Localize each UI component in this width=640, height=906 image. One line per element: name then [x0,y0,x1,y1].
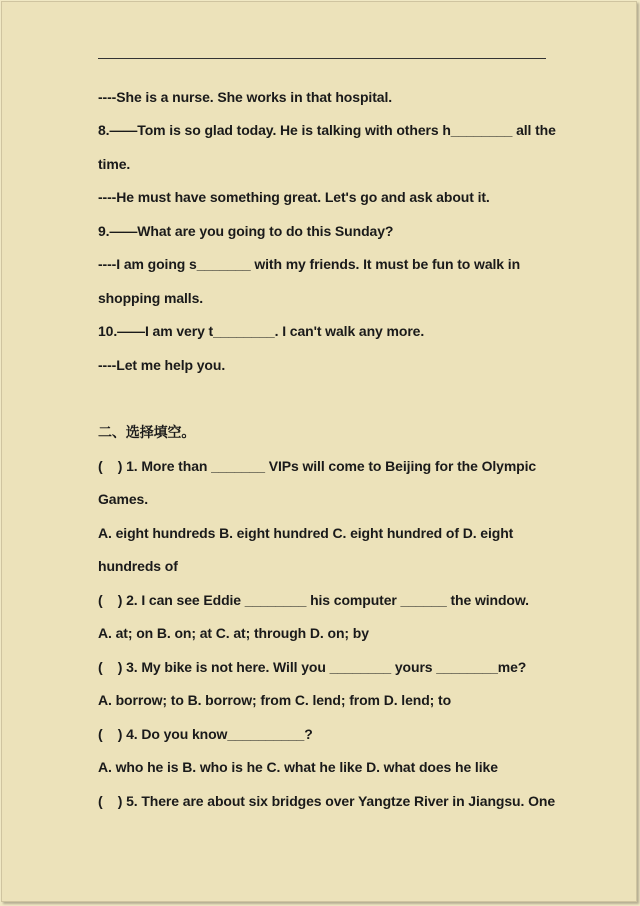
question-10: 10.——I am very t________. I can't walk any more. [98,323,425,339]
choice-options-1-continued: hundreds of [98,558,178,574]
choice-question-5: ( ) 5. There are about six bridges over Yangtze River in Jiangsu. One [98,793,556,809]
choice-question-4: ( ) 4. Do you know__________? [98,726,313,742]
choice-options-4: A. who he is B. who is he C. what he like D. what does he like [98,759,498,775]
choice-options-1: A. eight hundreds B. eight hundred C. eight hundred of D. eight [98,525,514,541]
section-heading: 二、选择填空。 [98,424,196,440]
choice-question-1-continued: Games. [98,491,148,507]
choice-question-3: ( ) 3. My bike is not here. Will you ________ yours ________me? [98,659,527,675]
dialogue-line: ----She is a nurse. She works in that hospital. [98,89,393,105]
document-page [1,1,637,902]
question-8: 8.——Tom is so glad today. He is talking with others h________ all the [98,122,556,138]
choice-question-2: ( ) 2. I can see Eddie ________ his computer ______ the window. [98,592,529,608]
choice-question-1: ( ) 1. More than _______ VIPs will come to Beijing for the Olympic [98,458,537,474]
dialogue-line: ----He must have something great. Let's go and ask about it. [98,189,490,205]
question-9: 9.——What are you going to do this Sunday? [98,223,394,239]
answer-line [98,58,546,59]
dialogue-line: ----I am going s_______ with my friends. It must be fun to walk in [98,256,521,272]
dialogue-line-continued: shopping malls. [98,290,204,306]
dialogue-line: ----Let me help you. [98,357,226,373]
question-8-continued: time. [98,156,131,172]
choice-options-3: A. borrow; to B. borrow; from C. lend; from D. lend; to [98,692,452,708]
choice-options-2: A. at; on B. on; at C. at; through D. on; by [98,625,369,641]
